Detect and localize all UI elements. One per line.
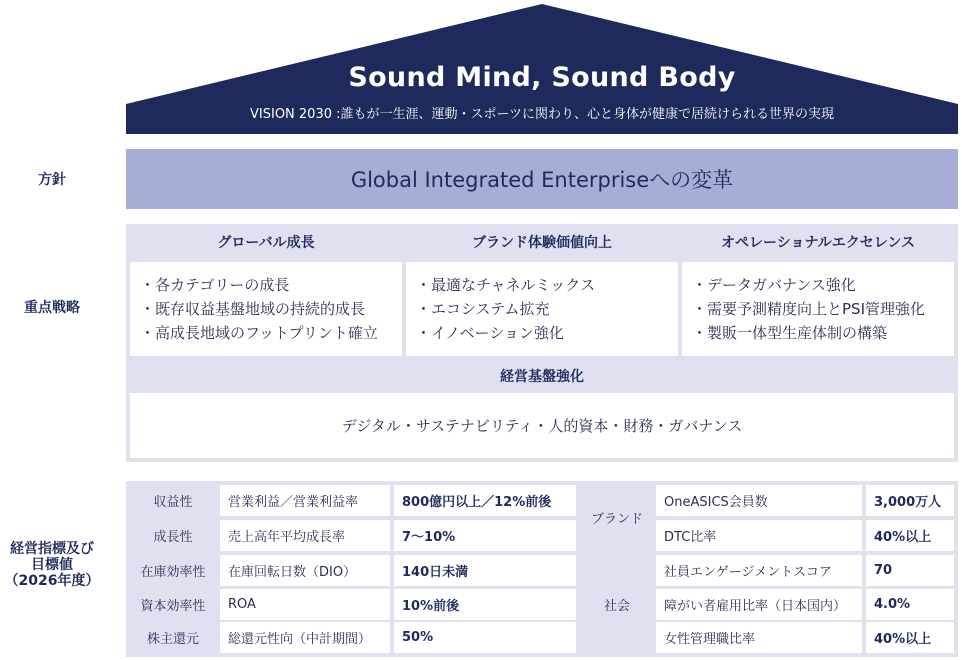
vision-statement: VISION 2030 :誰もが一生涯、運動・スポーツに関わり、心と身体が健康で居続けられる世界の実現 xyxy=(250,107,834,122)
kpi-category: 収益性 xyxy=(153,495,193,510)
kpi-metric: 営業利益／営業利益率 xyxy=(220,485,390,516)
strategy-title: グローバル成長 xyxy=(217,235,315,251)
kpi-metric: ROA xyxy=(220,589,390,620)
strategy-items xyxy=(130,262,402,356)
kpi-target: 140日未満 xyxy=(394,555,576,586)
policy-label: 方針 xyxy=(38,172,66,188)
kpi-target: 800億円以上／12%前後 xyxy=(394,485,576,516)
kpi-label xyxy=(0,541,104,589)
strategy-items xyxy=(682,262,954,356)
kpi-group-category: 社会 xyxy=(603,598,630,614)
kpi-metric: 在庫回転日数（DIO） xyxy=(220,555,390,586)
kpi-label-line3: （2026年度） xyxy=(4,573,100,589)
strategy-item: ・既存収益基盤地域の持続的成長 xyxy=(140,300,366,318)
kpi-label-line1: 経営指標及び xyxy=(10,541,94,557)
strategy-item: ・最適なチャネルミックス xyxy=(416,276,596,294)
kpi-metric: 売上高年平均成長率 xyxy=(220,520,390,551)
kpi-metric: OneASICS会員数 xyxy=(656,485,862,516)
kpi-metric: 障がい者雇用比率（日本国内） xyxy=(656,589,862,620)
strategy-item: ・イノベーション強化 xyxy=(416,324,564,342)
kpi-metric: 女性管理職比率 xyxy=(656,622,862,653)
roof-title: Sound Mind, Sound Body xyxy=(348,62,736,93)
kpi-target: 3,000万人 xyxy=(866,485,954,516)
foundation-title: 経営基盤強化 xyxy=(500,369,584,385)
strategy-label: 重点戦略 xyxy=(24,300,80,316)
kpi-metric: 社員エンゲージメントスコア xyxy=(656,555,862,586)
strategy-title: オペレーショナルエクセレンス xyxy=(721,235,915,251)
kpi-target: 70 xyxy=(866,555,954,586)
kpi-target: 10%前後 xyxy=(394,589,576,620)
kpi-target: 40%以上 xyxy=(866,520,954,551)
strategy-item: ・エコシステム拡充 xyxy=(416,300,550,318)
kpi-target: 4.0% xyxy=(866,589,954,620)
kpi-category: 資本効率性 xyxy=(140,599,206,614)
strategy-items xyxy=(406,262,678,356)
strategy-item: ・高成長地域のフットプリント確立 xyxy=(140,324,378,342)
kpi-target: 40%以上 xyxy=(866,622,954,653)
strategy-title: ブランド体験価値向上 xyxy=(472,235,612,251)
kpi-group-category: ブランド xyxy=(590,512,643,527)
strategy-item: ・製販一体型生産体制の構築 xyxy=(692,324,888,342)
policy-band: Global Integrated Enterpriseへの変革 xyxy=(126,149,958,209)
kpi-target: 50% xyxy=(394,622,576,653)
kpi-label-line2: 目標値 xyxy=(31,557,73,573)
kpi-category: 株主還元 xyxy=(146,632,199,647)
kpi-category: 在庫効率性 xyxy=(140,565,206,580)
strategy-item: ・需要予測精度向上とPSI管理強化 xyxy=(692,300,925,318)
strategy-item: ・各カテゴリーの成長 xyxy=(140,276,290,294)
strategy-item: ・データガバナンス強化 xyxy=(692,276,856,294)
kpi-metric: DTC比率 xyxy=(656,520,862,551)
kpi-metric: 総還元性向（中計期間） xyxy=(220,622,390,653)
kpi-category: 成長性 xyxy=(153,530,193,545)
kpi-target: 7～10% xyxy=(394,520,576,551)
foundation-body: デジタル・サステナビリティ・人的資本・財務・ガバナンス xyxy=(130,393,954,458)
